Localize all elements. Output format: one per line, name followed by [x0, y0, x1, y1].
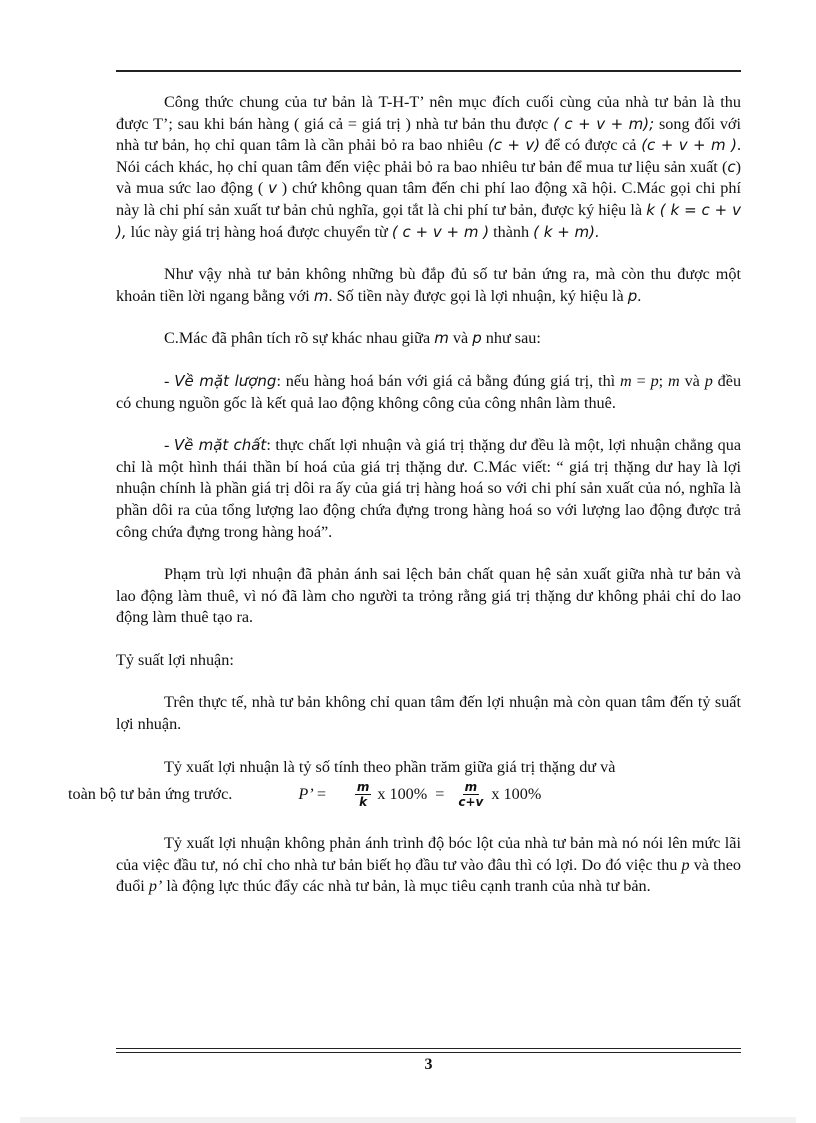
- math-symbol: p: [704, 371, 713, 390]
- math-expression: v: [268, 179, 277, 198]
- formula-fraction-1: $\frac{m}{k}$: [356, 780, 370, 810]
- math-expression: c: [727, 157, 736, 176]
- math-symbol: p: [627, 286, 638, 305]
- math-symbol: p: [650, 371, 659, 390]
- math-symbol: m: [668, 371, 680, 390]
- math-expression: (c + v): [487, 136, 541, 155]
- math-expression: ( c + v + m ): [391, 222, 490, 241]
- paragraph-9: Tỷ xuất lợi nhuận là tỷ số tính theo phần trăm giữa giá trị thặng dư và toàn bộ tư bản ứng trước. P’ = $\frac{m}{k}$ x 100% = $\frac{m}{c+v}$ x 100%: [68, 757, 616, 810]
- paragraph-2: Như vậy nhà tư bản không những bù đắp đủ số tư bản ứng ra, mà còn thu được một khoản tiền lời ngang bằng với m. Số tiền này được gọi là lợi nhuận, ký hiệu là p.: [116, 265, 741, 305]
- section-heading: Tỷ suất lợi nhuận:: [116, 650, 234, 669]
- math-symbol: m: [620, 371, 632, 390]
- formula-multiplier: x 100%: [377, 784, 428, 803]
- paragraph-6: Phạm trù lợi nhuận đã phản ánh sai lệch bản chất quan hệ sản xuất giữa nhà tư bản và lao động làm thuê, vì nó đã làm cho người ta trỏng rằng giá trị thặng dư không phải chỉ do lao động làm thuê tạo ra.: [116, 565, 741, 627]
- paragraph-3: C.Mác đã phân tích rõ sự khác nhau giữa m và p như sau:: [164, 329, 541, 348]
- body-text: [68, 92, 742, 919]
- math-symbol: p: [472, 329, 482, 348]
- paragraph-8: Trên thực tế, nhà tư bản không chỉ quan tâm đến lợi nhuận mà còn quan tâm đến tỷ suất lợi nhuận.: [116, 693, 741, 734]
- math-expression: k ( k = c + v ),: [116, 200, 741, 241]
- math-expression: ( c + v + m);: [552, 114, 655, 133]
- paragraph-10: Tỷ xuất lợi nhuận không phản ánh trình độ bóc lột của nhà tư bản mà nó nói lên mức lãi của việc đầu tư, nó chỉ cho nhà tư bản biết họ đầu tư vào đâu thì có lợi. Do đó việc thu p và theo đuổi p’ là động lực thúc đẩy các nhà tư bản, là mục tiêu cạnh tranh của nhà tư bản.: [116, 834, 742, 896]
- footer-rule: [116, 1048, 741, 1049]
- math-symbol: m: [434, 329, 449, 348]
- paragraph-5: - Về mặt chất: thực chất lợi nhuận và giá trị thặng dư đều là một, lợi nhuận chẳng qua chỉ là một hình thái thần bí hoá của giá trị thặng dư. C.Mác viết: “ giá trị thặng dư hay là lợi nhuận chính là phần giá trị dôi ra ấy của giá trị hàng hoá so với chi phí sản xuất của nó, nghĩa là phần dôi ra của tổng lượng lao động chứa đựng trong hàng hoá so với lượng lao động được trả công chứa đựng trong hàng hoá”.: [116, 436, 741, 541]
- formula-lhs: P’ =: [298, 784, 327, 803]
- section-label: Về mặt lượng: [174, 371, 277, 390]
- paragraph-4: - Về mặt lượng: nếu hàng hoá bán với giá cả bằng đúng giá trị, thì m = p; m và p đều có chung nguồn gốc là kết quả lao động không công của công nhân làm thuê.: [116, 371, 742, 412]
- paragraph-1: Công thức chung của tư bản là T-H-T’ nên mục đích cuối cùng của nhà tư bản là thu được T’; sau khi bán hàng ( giá cả = giá trị ) nhà tư bản thu được ( c + v + m); song đối với nhà tư bản, họ chỉ quan tâm là cần phải bỏ ra bao nhiêu (c + v) để có được cả (c + v + m ). Nói cách khác, họ chỉ quan tâm đến việc phải bỏ ra bao nhiêu tư bản để mua tư liệu sản xuất (c) và mua sức lao động ( v ) chứ không quan tâm đến chi phí lao động xã hội. C.Mác gọi chi phí này là chi phí sản xuất tư bản chủ nghĩa, gọi tắt là chi phí tư bản, được ký hiệu là k ( k = c + v ), lúc này giá trị hàng hoá được chuyển từ ( c + v + m ) thành ( k + m).: [116, 93, 741, 241]
- math-symbol: p: [681, 855, 690, 874]
- math-expression: ( k + m).: [533, 222, 600, 241]
- math-expression: (c + v + m ): [641, 136, 737, 155]
- section-label: Về mặt chất: [173, 436, 267, 455]
- page-number: 3: [424, 1056, 433, 1073]
- math-symbol: p’: [148, 877, 163, 896]
- math-symbol: m: [313, 286, 329, 305]
- formula-fraction-2: $\frac{m}{c+v}$: [458, 780, 484, 810]
- header-rule: [116, 70, 741, 72]
- formula-multiplier: x 100%: [491, 784, 542, 803]
- page-bottom-edge: [20, 1117, 796, 1123]
- footer-rule: [116, 1052, 741, 1053]
- formula-equals: =: [435, 784, 445, 803]
